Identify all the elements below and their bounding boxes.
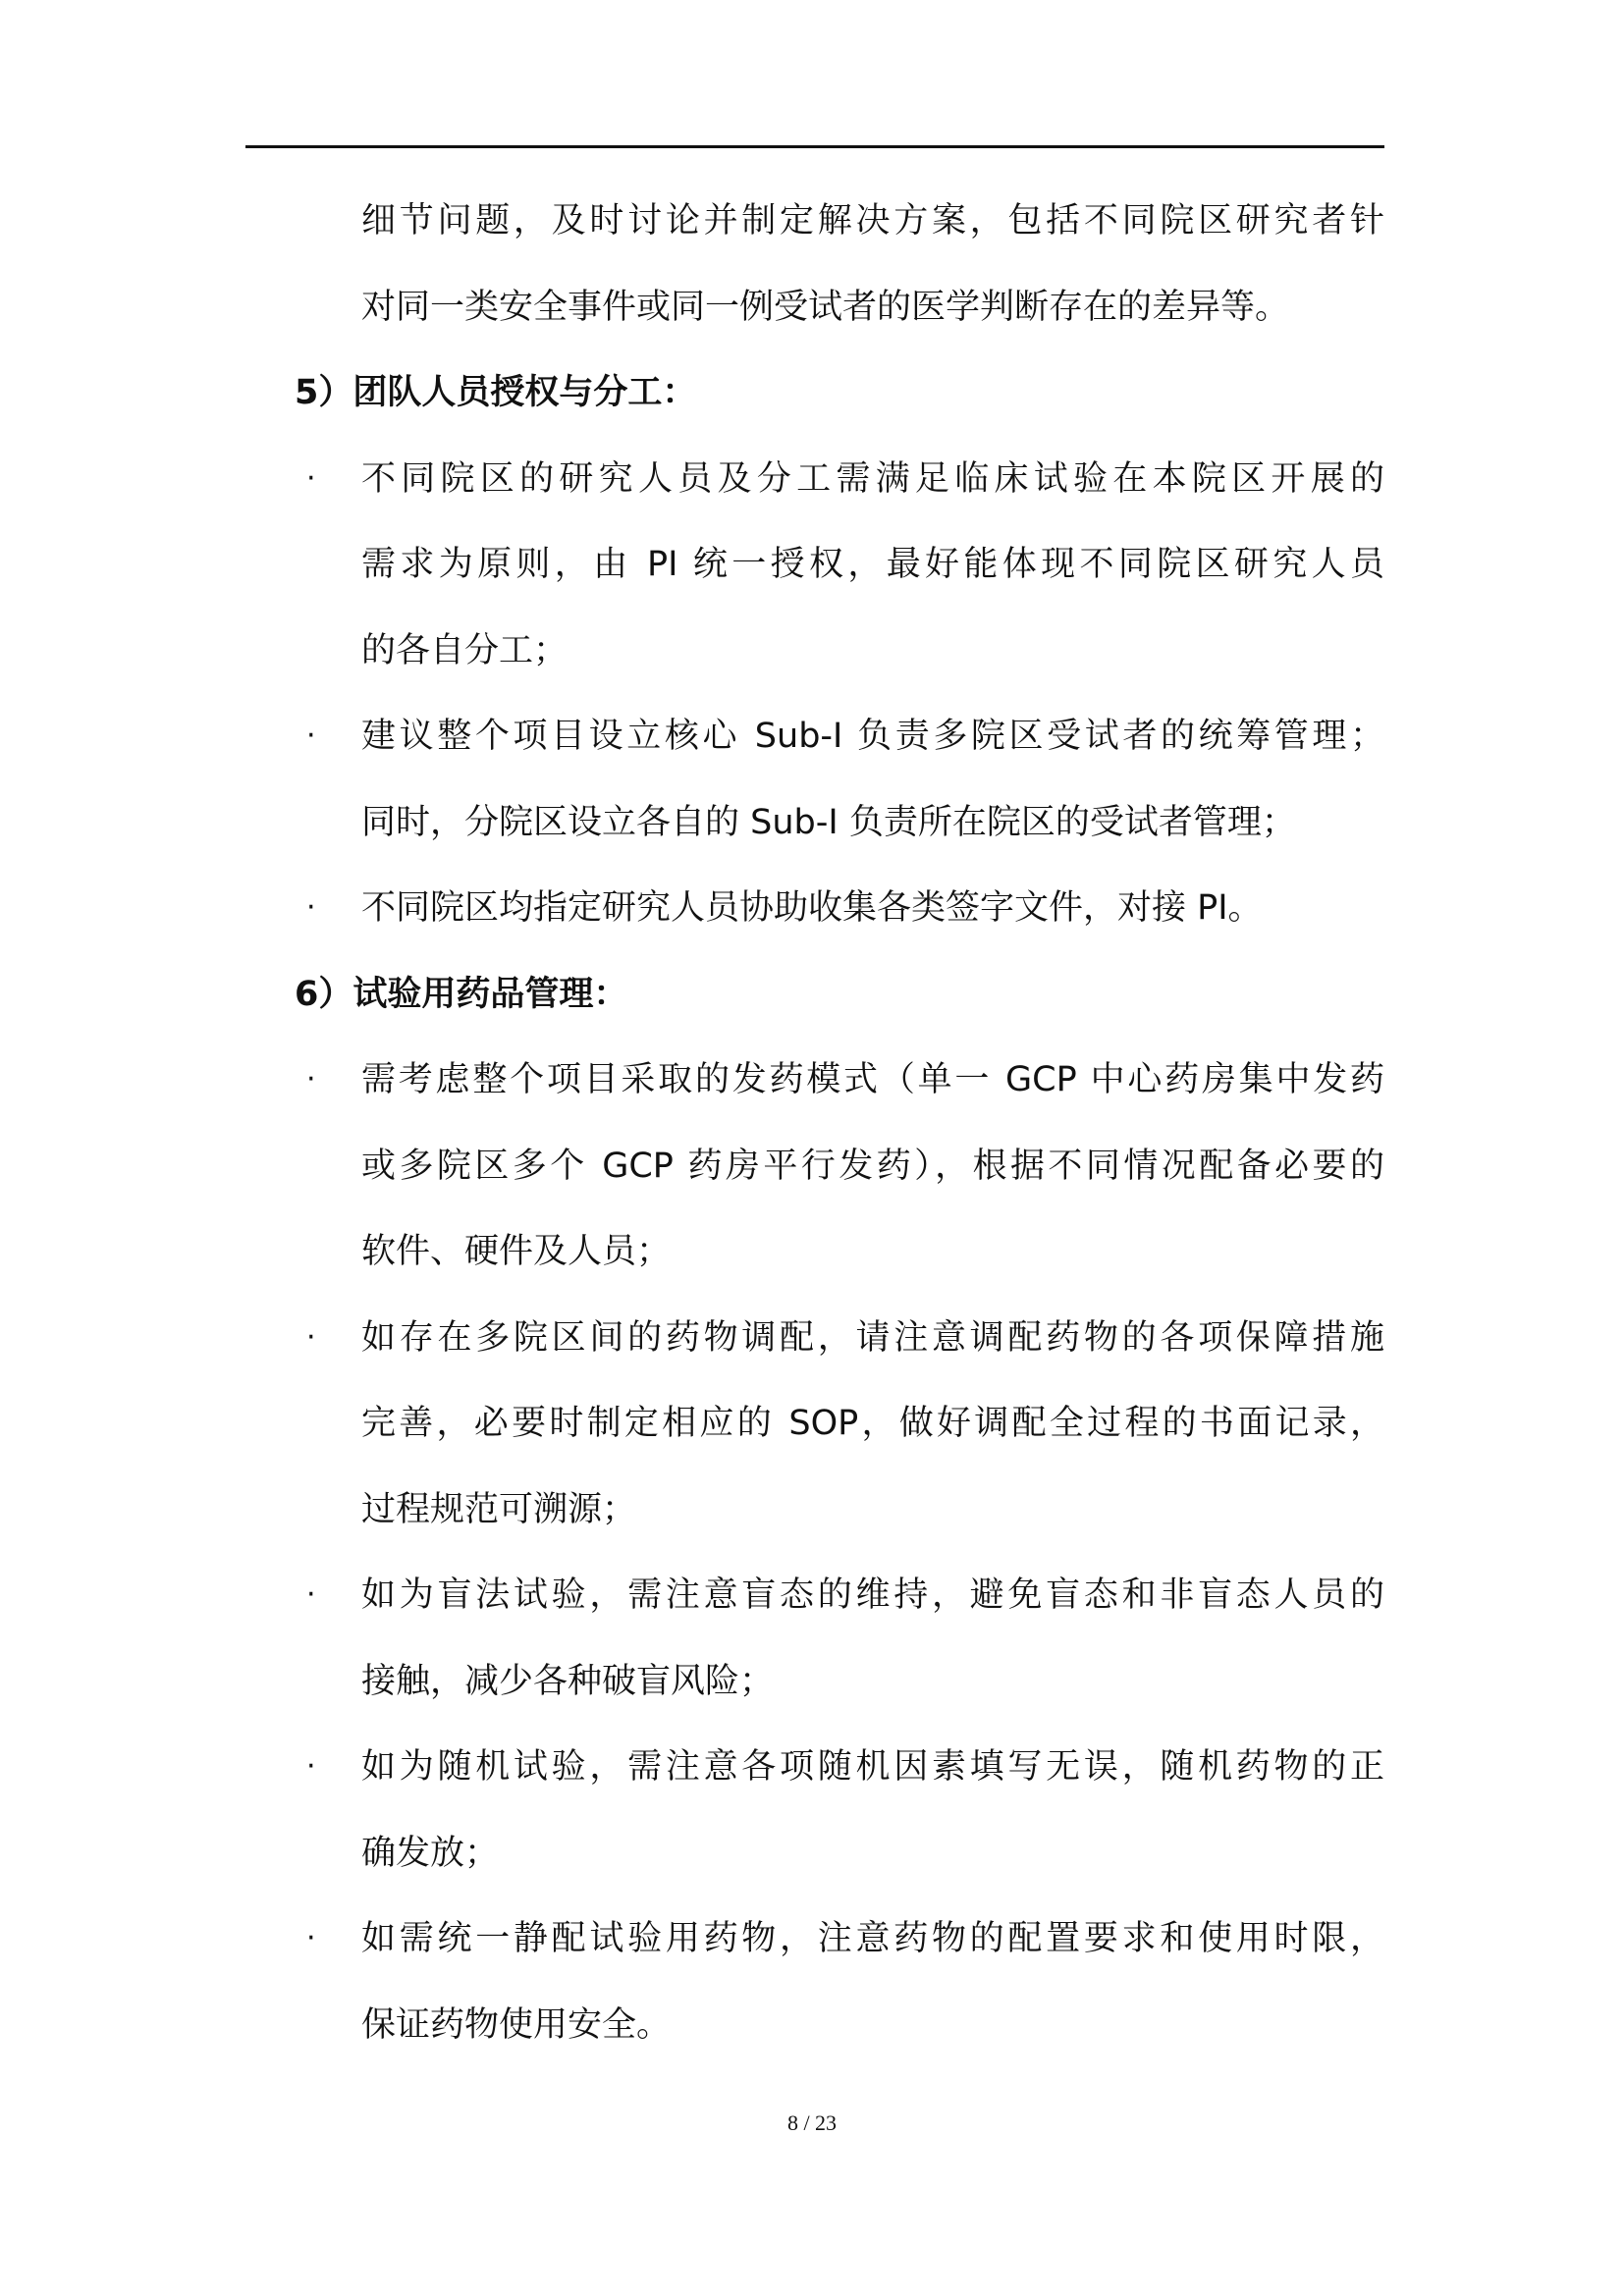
bullet-text-line: 同时，分院区设立各自的 Sub-I 负责所在院区的受试者管理； — [361, 802, 1296, 842]
bullet-text-line: 如为随机试验，需注意各项随机因素填写无误，随机药物的正 — [361, 1747, 1384, 1787]
bullet-text-line: 接触，减少各种破盲风险； — [361, 1661, 775, 1701]
bullet-marker: · — [306, 1062, 316, 1096]
bullet-text-line: 需考虑整个项目采取的发药模式（单一 GCP 中心药房集中发药 — [361, 1060, 1384, 1099]
header-rule — [245, 145, 1384, 148]
bullet-marker: · — [306, 890, 316, 925]
bullet-text-line: 保证药物使用安全。 — [361, 2004, 672, 2045]
bullet-marker: · — [306, 1577, 316, 1612]
bullet-text-line: 如需统一静配试验用药物，注意药物的配置要求和使用时限， — [361, 1919, 1384, 1958]
bullet-marker: · — [306, 1319, 316, 1355]
page-number: 8 / 23 — [786, 2110, 838, 2135]
bullet-text-line: 完善，必要时制定相应的 SOP，做好调配全过程的书面记录， — [361, 1404, 1384, 1443]
paragraph-text-line: 对同一类安全事件或同一例受试者的医学判断存在的差异等。 — [361, 287, 1290, 327]
bullet-marker: · — [306, 460, 316, 496]
bullet-text-line: 需求为原则，由 PI 统一授权，最好能体现不同院区研究人员 — [361, 545, 1384, 584]
bullet-text-line: 的各自分工； — [361, 630, 568, 670]
bullet-text-line: 如存在多院区间的药物调配，请注意调配药物的各项保障措施 — [361, 1317, 1384, 1358]
bullet-marker: · — [306, 1921, 316, 1955]
bullet-text-line: 如为盲法试验，需注意盲态的维持，避免盲态和非盲态人员的 — [361, 1575, 1384, 1615]
bullet-text-line: 不同院区的研究人员及分工需满足临床试验在本院区开展的 — [361, 458, 1384, 499]
paragraph-text-line: 细节问题，及时讨论并制定解决方案，包括不同院区研究者针 — [361, 201, 1384, 240]
bullet-text-line: 过程规范可溯源； — [361, 1489, 637, 1529]
bullet-text-line: 确发放； — [361, 1833, 500, 1873]
bullet-marker: · — [306, 1749, 316, 1784]
bullet-text-line: 不同院区均指定研究人员协助收集各类签字文件，对接 PI。 — [361, 888, 1263, 928]
section-heading: 5）团队人员授权与分工： — [295, 373, 697, 412]
section-heading: 6）试验用药品管理： — [295, 974, 628, 1014]
bullet-marker: · — [306, 719, 316, 753]
bullet-text-line: 或多院区多个 GCP 药房平行发药），根据不同情况配备必要的 — [361, 1146, 1384, 1186]
bullet-text-line: 建议整个项目设立核心 Sub-I 负责多院区受试者的统筹管理； — [361, 717, 1384, 756]
bullet-text-line: 软件、硬件及人员； — [361, 1232, 672, 1271]
